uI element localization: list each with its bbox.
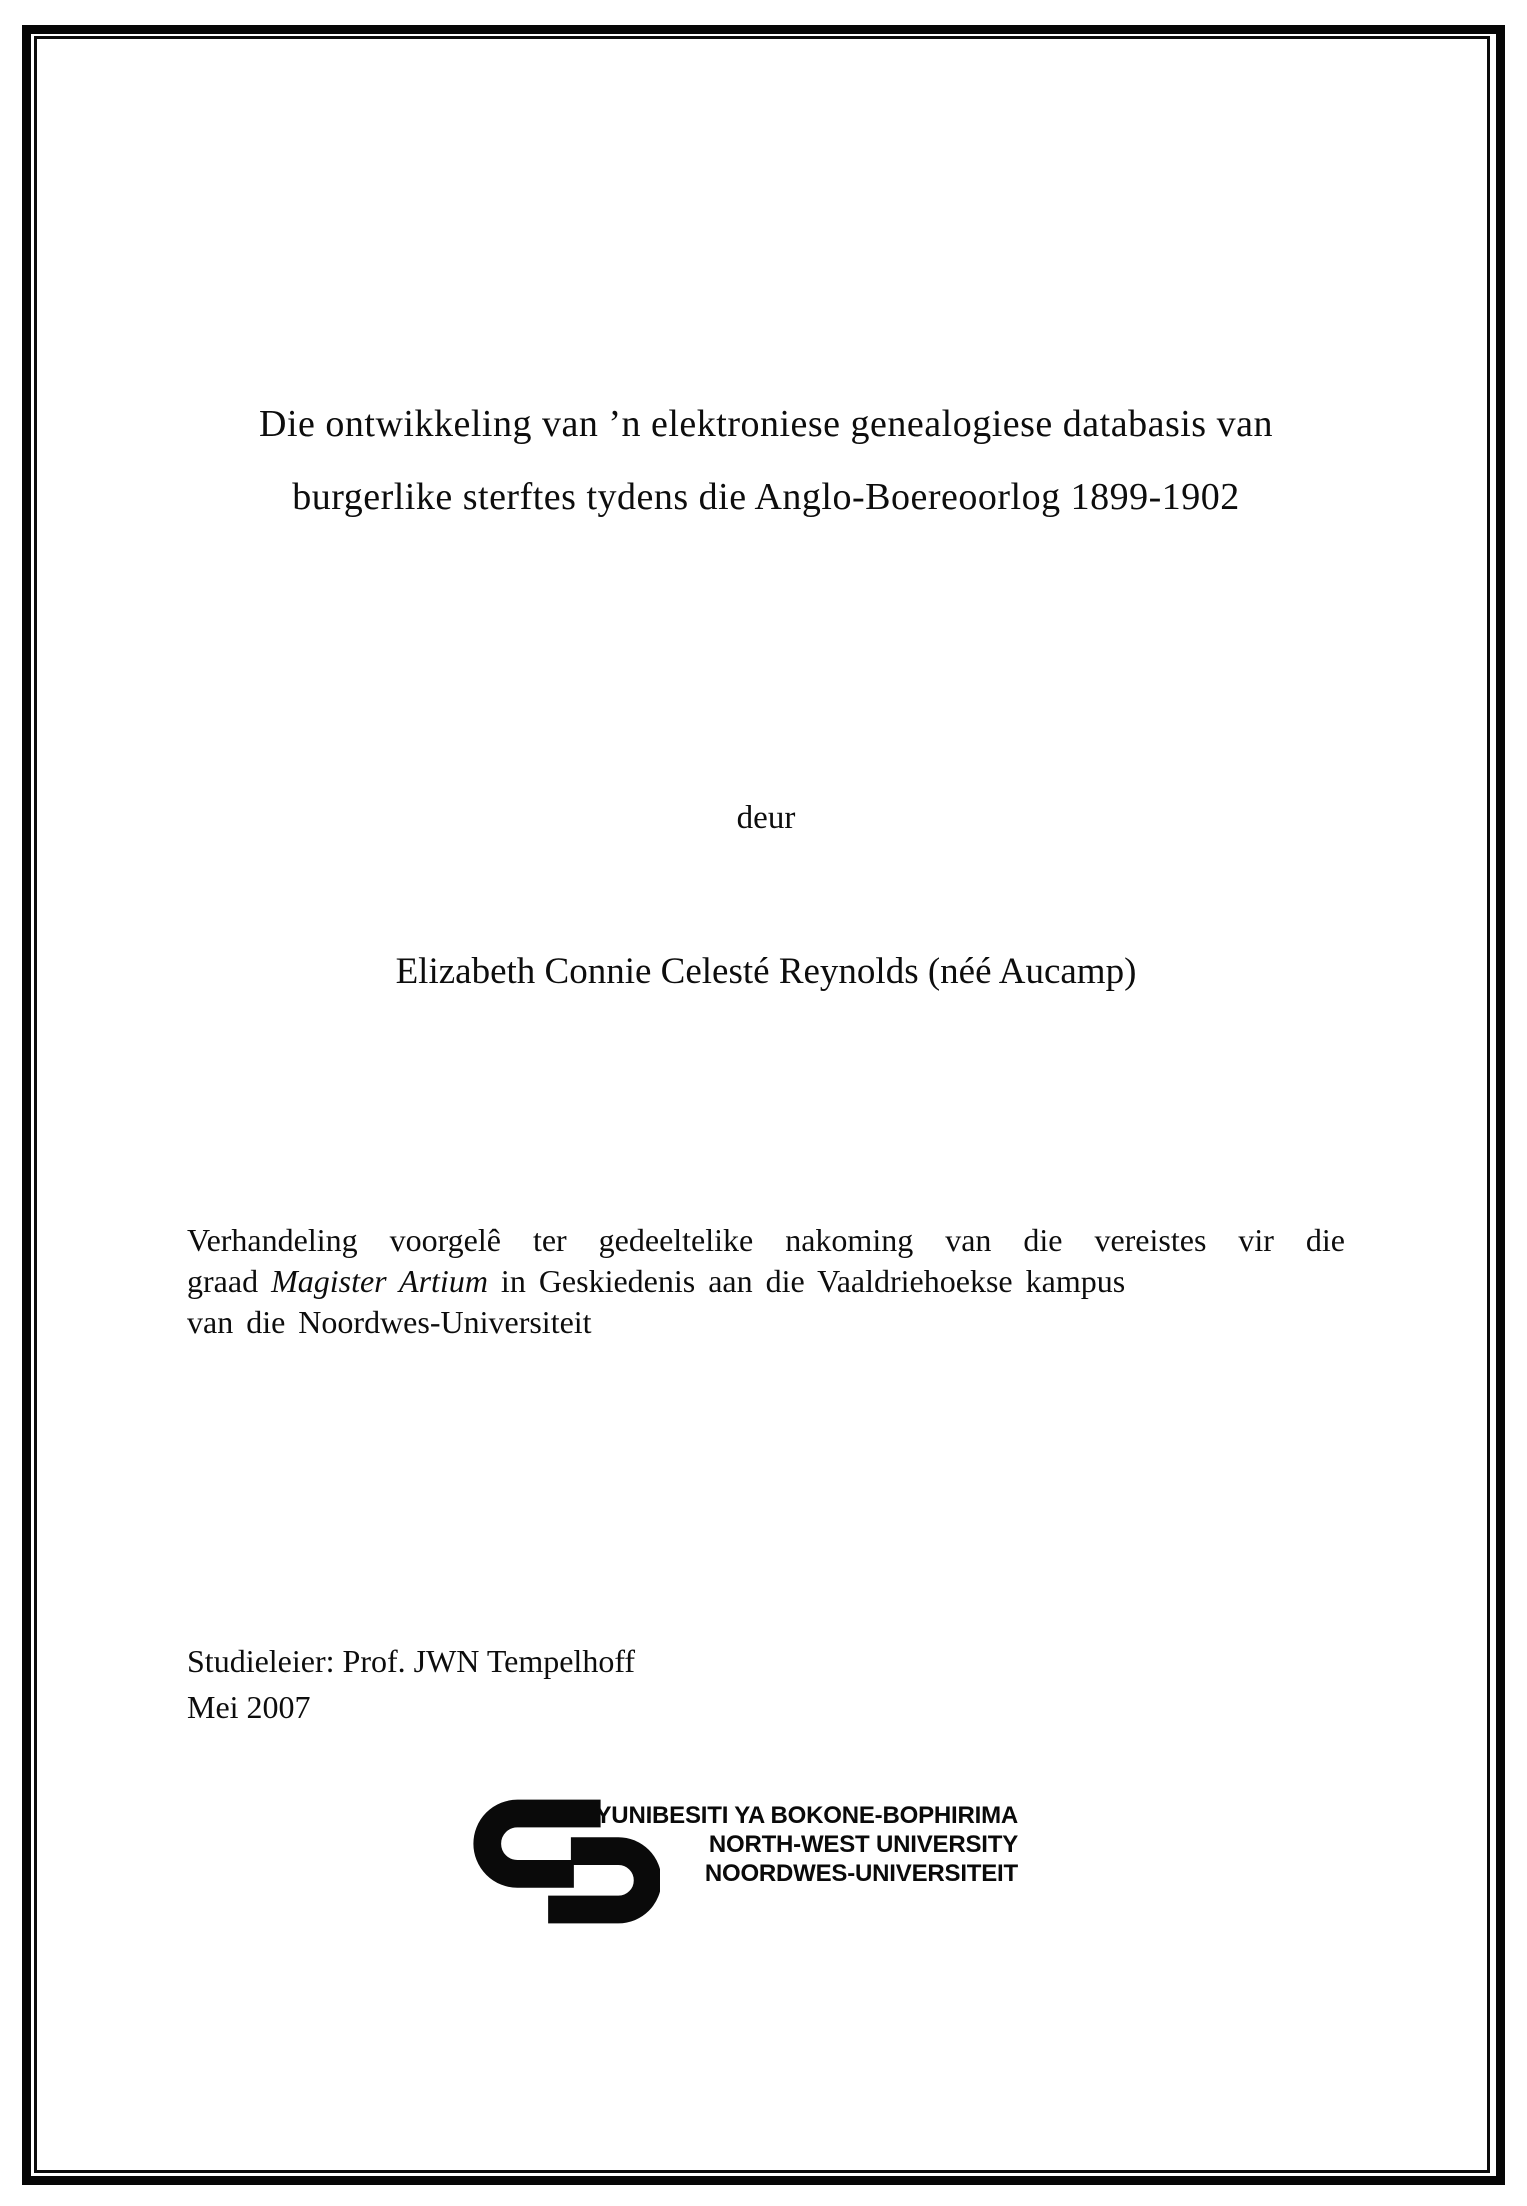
university-name-afrikaans: NOORDWES-UNIVERSITEIT [704, 1860, 1018, 1887]
degree-text-pre: graad [187, 1263, 272, 1299]
thesis-statement [187, 1220, 1345, 1343]
date-line: Mei 2007 [187, 1689, 311, 1725]
supervisor-line: Studieleier: Prof. JWN Tempelhoff [187, 1643, 636, 1679]
degree-name: Magister Artium [271, 1263, 488, 1299]
thesis-title-line2: burgerlike sterftes tydens die Anglo-Boereoorlog 1899-1902 [292, 476, 1240, 518]
university-name-block [596, 1801, 1019, 1888]
thesis-title-line1: Die ontwikkeling van ’n elektroniese genealogiese databasis van [259, 403, 1273, 445]
byline: deur [736, 800, 796, 836]
author-name: Elizabeth Connie Celesté Reynolds (néé Aucamp) [395, 951, 1137, 992]
university-name-english: NORTH-WEST UNIVERSITY [708, 1831, 1018, 1858]
degree-text-post: in Geskiedenis aan die Vaaldriehoekse kampus [487, 1263, 1126, 1299]
thesis-title [187, 388, 1345, 534]
thesis-statement-line1: Verhandeling voorgelê ter gedeeltelike nakoming van die vereistes vir die [187, 1222, 1345, 1258]
supervisor-block [187, 1638, 1345, 1730]
university-name-setswana: YUNIBESITI YA BOKONE-BOPHIRIMA [595, 1802, 1018, 1829]
thesis-statement-line2 [187, 1261, 1345, 1302]
thesis-statement-line3: van die Noordwes-Universiteit [187, 1304, 592, 1340]
